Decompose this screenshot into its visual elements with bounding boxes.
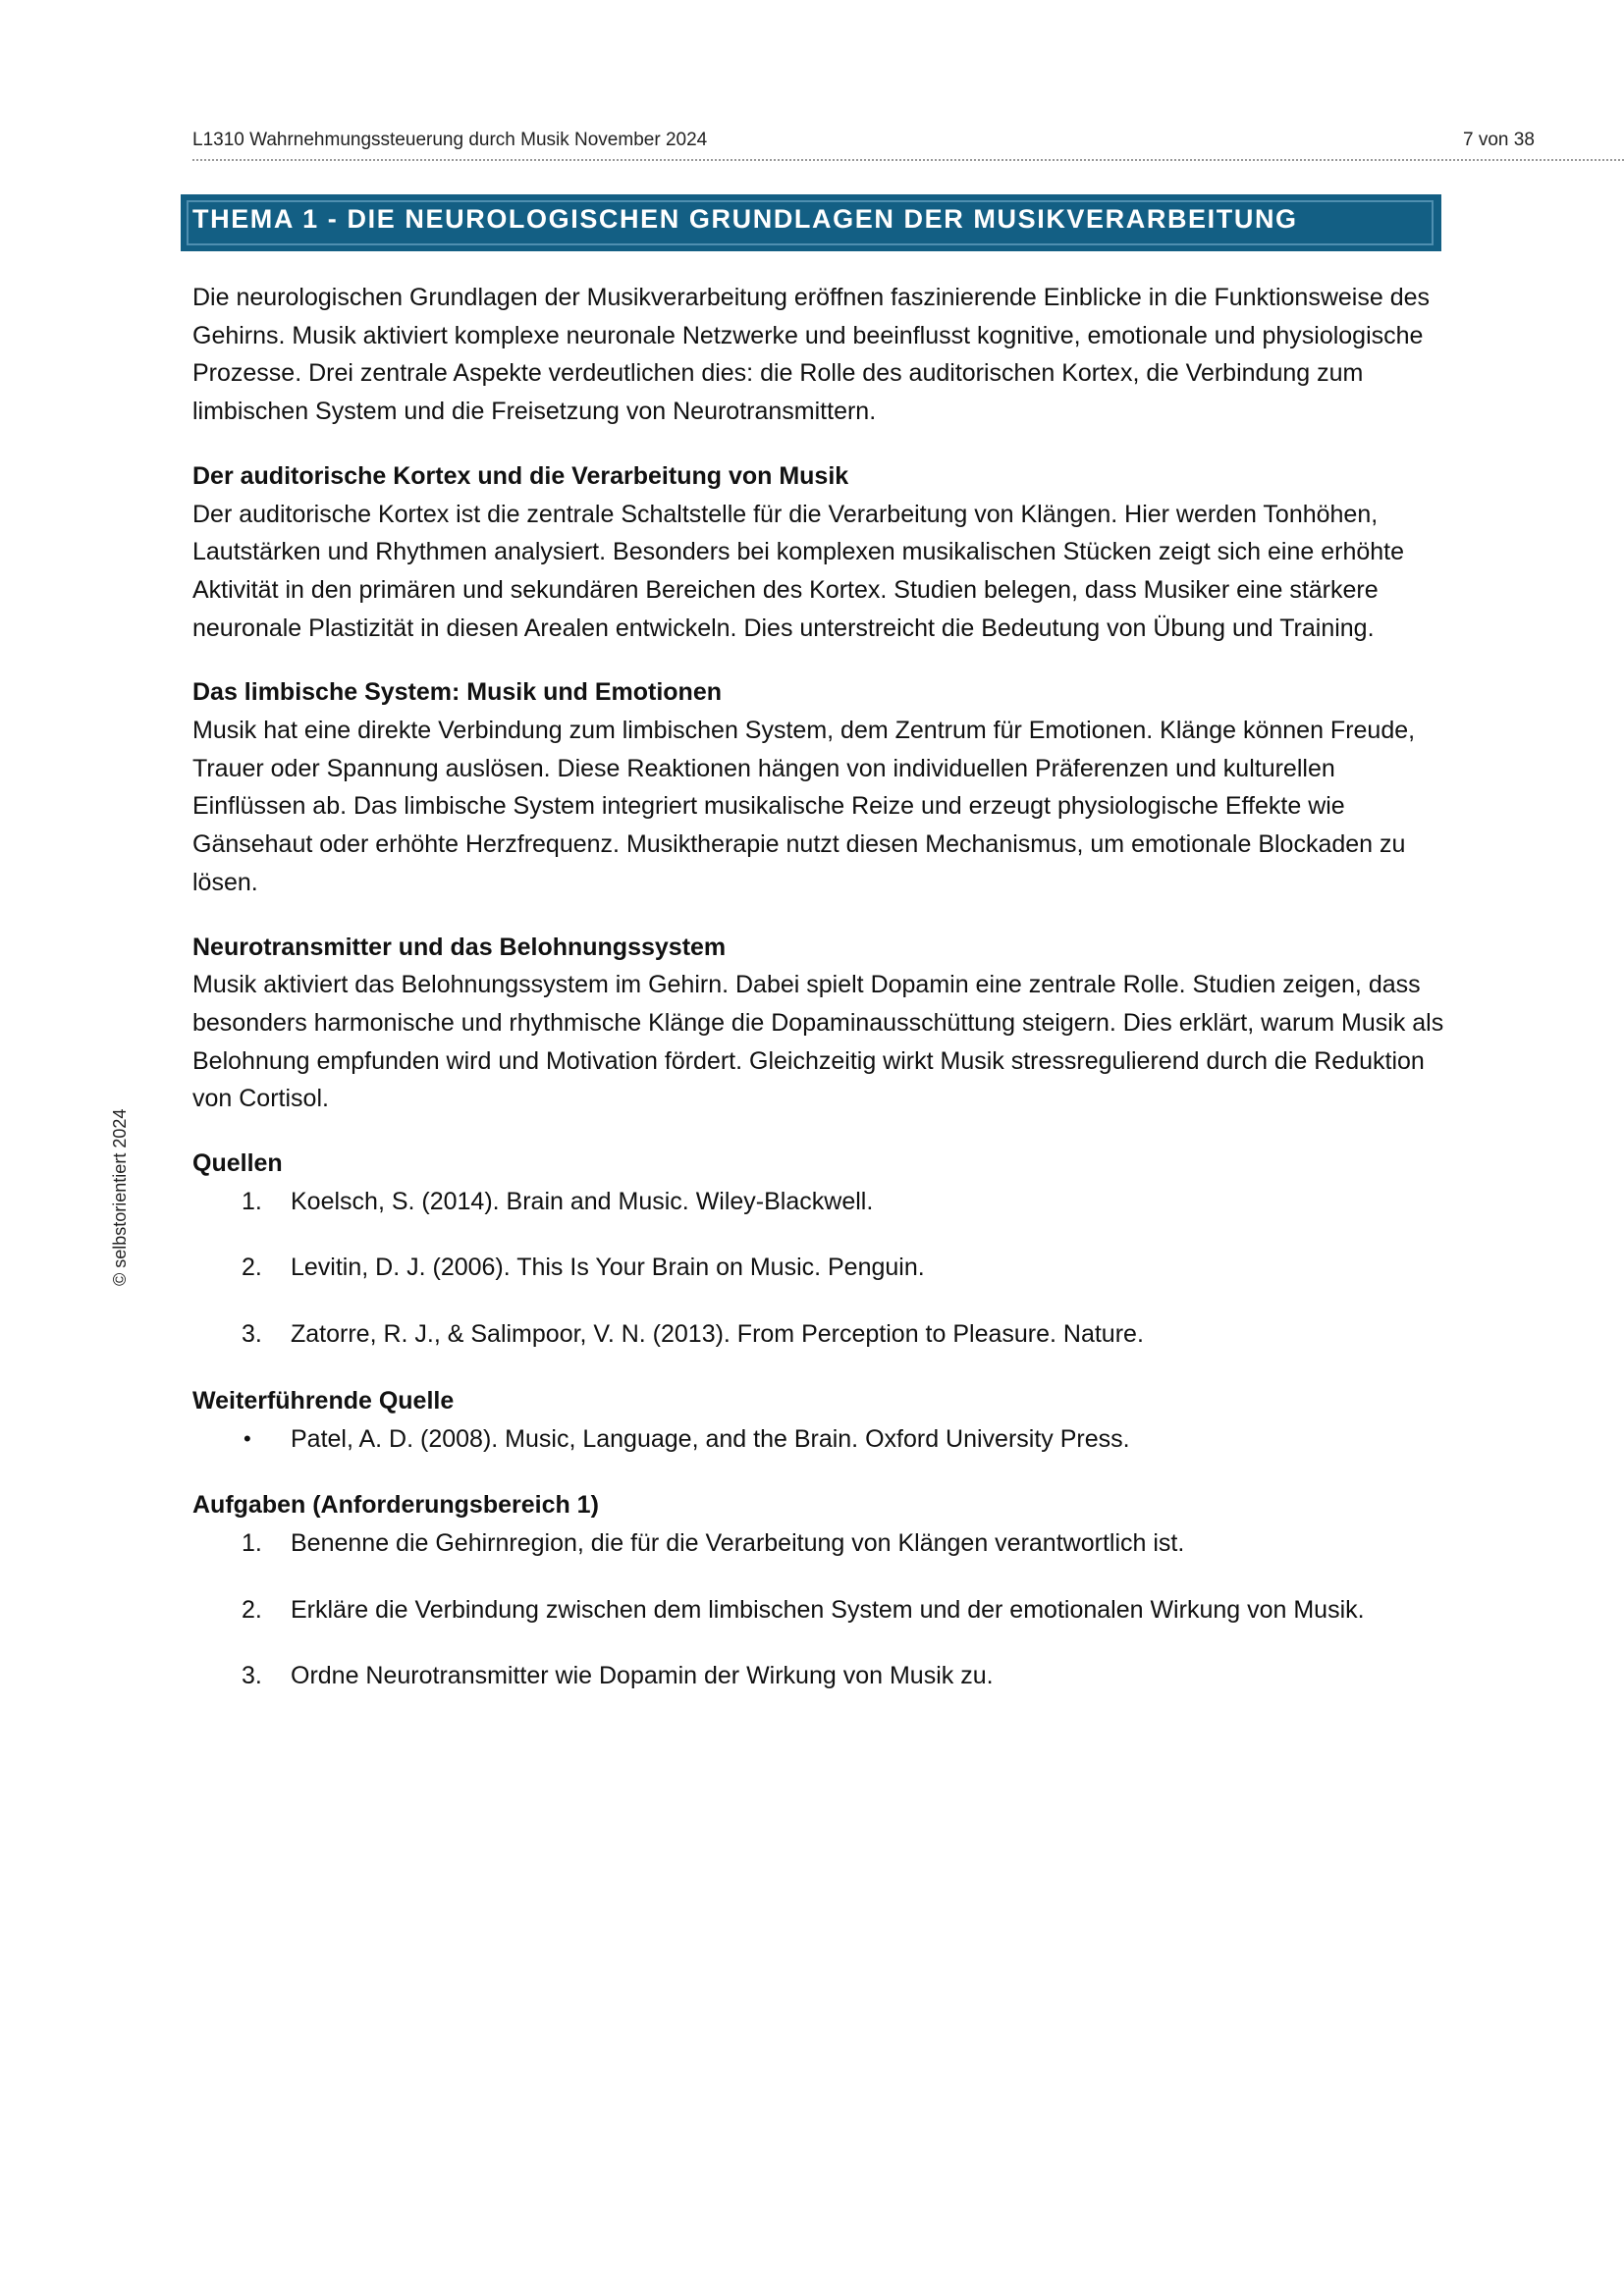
subsection-body: Musik aktiviert das Belohnungssystem im Gehirn. Dabei spielt Dopamin eine zentrale Rolle. Studien zeigen, dass besonders harmonische und rhythmische Klänge die Dopaminausschüttung steigern. Dies erklärt, warum Musik als Belohnung empfunden wird und Motivation fördert. Gleichzeitig wirkt Musik stressregulierend durch die Reduktion von Cortisol. bbox=[192, 971, 1444, 1113]
subsection-heading: Das limbische System: Musik und Emotionen bbox=[192, 678, 723, 707]
subsection-auditory-cortex bbox=[192, 457, 1449, 648]
list-item-text: Erkläre die Verbindung zwischen dem limbischen System und der emotionalen Wirkung von Musik. bbox=[291, 1595, 1365, 1624]
list-number: 3. bbox=[242, 1662, 262, 1690]
subsection-heading: Der auditorische Kortex und die Verarbeitung von Musik bbox=[192, 461, 849, 490]
further-source-heading: Weiterführende Quelle bbox=[192, 1386, 455, 1415]
list-item bbox=[192, 1249, 1449, 1287]
list-item-text: Koelsch, S. (2014). Brain and Music. Wiley-Blackwell. bbox=[291, 1187, 874, 1215]
subsection-body: Musik hat eine direkte Verbindung zum limbischen System, dem Zentrum für Emotionen. Klänge können Freude, Trauer oder Spannung auslösen. Diese Reaktionen hängen von individuellen Präferenzen und kulturellen Einflüssen ab. Das limbische System integriert musikalische Reize und erzeugt physiologische Effekte wie Gänsehaut oder erhöhte Herzfrequenz. Musiktherapie nutzt diesen Mechanismus, um emotionale Blockaden zu lösen. bbox=[192, 717, 1416, 896]
list-item bbox=[192, 1657, 1449, 1695]
list-item-text: Benenne die Gehirnregion, die für die Verarbeitung von Klängen verantwortlich ist. bbox=[291, 1528, 1185, 1557]
list-number: 2. bbox=[242, 1595, 262, 1624]
list-number: 1. bbox=[242, 1187, 262, 1215]
list-item bbox=[192, 1591, 1449, 1629]
list-item-text: Zatorre, R. J., & Salimpoor, V. N. (2013). From Perception to Pleasure. Nature. bbox=[291, 1320, 1144, 1349]
list-item bbox=[192, 1420, 1449, 1459]
subsection-neurotransmitters bbox=[192, 929, 1449, 1119]
main-content bbox=[192, 279, 1449, 1724]
subsection-heading: Neurotransmitter und das Belohnungssystem bbox=[192, 933, 727, 961]
sources-heading: Quellen bbox=[192, 1149, 283, 1178]
section-title: THEMA 1 - DIE NEUROLOGISCHEN GRUNDLAGEN DER MUSIKVERARBEITUNG bbox=[192, 204, 1298, 234]
further-source-list bbox=[192, 1420, 1449, 1459]
list-item-text: Patel, A. D. (2008). Music, Language, and the Brain. Oxford University Press. bbox=[291, 1424, 1130, 1453]
list-item bbox=[192, 1183, 1449, 1221]
list-number: 2. bbox=[242, 1254, 262, 1282]
page-header bbox=[192, 128, 1624, 161]
list-number: 3. bbox=[242, 1320, 262, 1349]
page-number: 7 von 38 bbox=[1463, 130, 1535, 150]
bullet-icon: • bbox=[244, 1425, 251, 1451]
copyright-text: © selbstorientiert 2024 bbox=[110, 1108, 130, 1286]
tasks-heading: Aufgaben (Anforderungsbereich 1) bbox=[192, 1491, 599, 1520]
sources-list bbox=[192, 1183, 1449, 1354]
tasks-list bbox=[192, 1524, 1449, 1695]
list-item-text: Levitin, D. J. (2006). This Is Your Brain on Music. Penguin. bbox=[291, 1254, 925, 1282]
list-item-text: Ordne Neurotransmitter wie Dopamin der Wirkung von Musik zu. bbox=[291, 1662, 994, 1690]
subsection-limbic-system bbox=[192, 673, 1449, 901]
document-title: L1310 Wahrnehmungssteuerung durch Musik November 2024 bbox=[192, 130, 708, 150]
section-banner bbox=[181, 194, 1441, 251]
list-item bbox=[192, 1524, 1449, 1563]
list-item bbox=[192, 1315, 1449, 1354]
intro-paragraph: Die neurologischen Grundlagen der Musikverarbeitung eröffnen faszinierende Einblicke in die Funktionsweise des Gehirns. Musik aktiviert komplexe neuronale Netzwerke und beeinflusst kognitive, emotionale und physiologische Prozesse. Drei zentrale Aspekte verdeutlichen dies: die Rolle des auditorischen Kortex, die Verbindung zum limbischen System und die Freisetzung von Neurotransmittern. bbox=[192, 284, 1430, 426]
subsection-body: Der auditorische Kortex ist die zentrale Schaltstelle für die Verarbeitung von Klängen. Hier werden Tonhöhen, Lautstärken und Rhythmen analysiert. Besonders bei komplexen musikalischen Stücken zeigt sich eine erhöhte Aktivität in den primären und sekundären Bereichen des Kortex. Studien belegen, dass Musiker eine stärkere neuronale Plastizität in diesen Arealen entwickeln. Dies unterstreicht die Bedeutung von Übung und Training. bbox=[192, 500, 1405, 642]
list-number: 1. bbox=[242, 1528, 262, 1557]
